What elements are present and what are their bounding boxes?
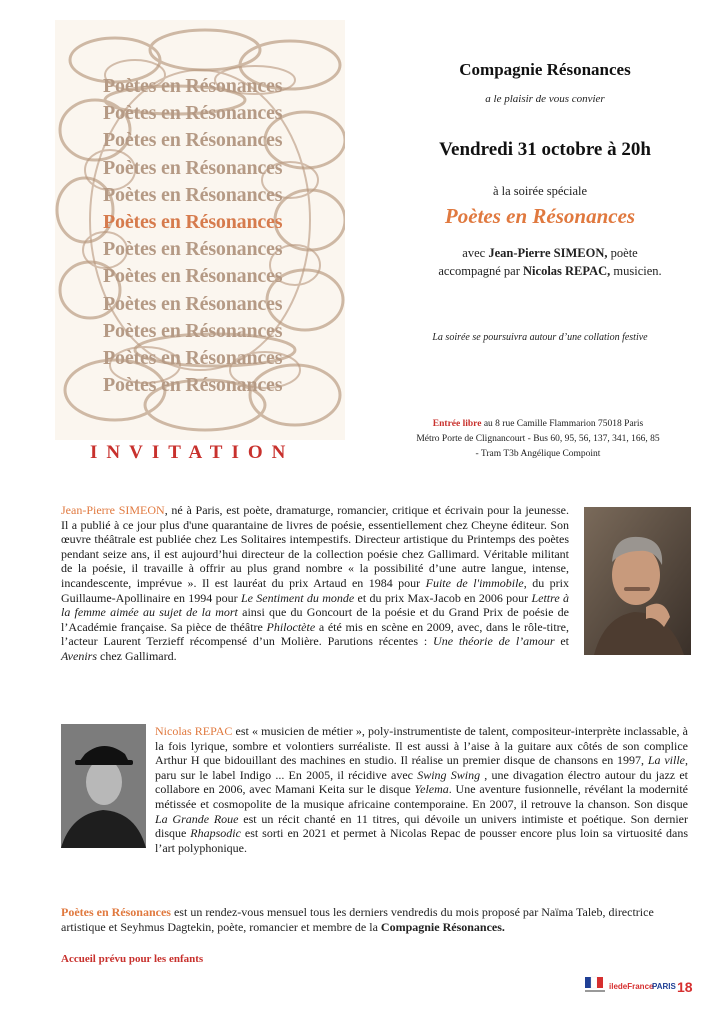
bio1-text: et du prix Max-Jacob en 2006 pour bbox=[354, 590, 532, 605]
soiree-intro: à la soirée spéciale bbox=[492, 184, 588, 198]
collation-note: La soirée se poursuivra autour d’une collation festive bbox=[432, 332, 648, 343]
poster-title-line: Poètes en Résonances bbox=[103, 347, 283, 370]
poster-title-line: Poètes en Résonances bbox=[103, 265, 283, 288]
bio1-title: Le Sentiment du monde bbox=[240, 590, 355, 605]
bio1-text: a été mis en scène en 2009, avec, dans le rôle-titre, l’acteur Laurent Terzieff récompensé d’un Molière. Parutions récentes : bbox=[61, 619, 569, 649]
bio1-title: Une théorie de l’amour bbox=[433, 634, 555, 649]
poster-title-line: Poètes en Résonances bbox=[103, 129, 283, 152]
bio1-text: , du prix Guillaume-Apollinaire en 1994 pour bbox=[61, 575, 569, 605]
logo-18: 18 bbox=[677, 979, 693, 995]
bio-nicolas-repac bbox=[155, 724, 688, 855]
poster-title-line: Poètes en Résonances bbox=[103, 292, 283, 315]
guest1-role: poète bbox=[607, 246, 638, 260]
poster-title-line: Poètes en Résonances bbox=[103, 156, 283, 179]
poster-title-line: Poètes en Résonances bbox=[103, 238, 283, 261]
logos-strip bbox=[585, 975, 695, 997]
bio1-title: Fuite de l'immobile bbox=[425, 575, 524, 590]
event-date: Vendredi 31 octobre à 20h bbox=[439, 139, 651, 160]
poster-title-line: Poètes en Résonances bbox=[103, 211, 283, 234]
footer-text bbox=[61, 905, 701, 935]
guests-line bbox=[390, 244, 710, 280]
invitation-label: INVITATION bbox=[90, 442, 295, 463]
address-line1: au 8 rue Camille Flammarion 75018 Paris bbox=[481, 419, 644, 429]
bio1-title: Avenirs bbox=[61, 648, 97, 663]
bio-jean-pierre-simeon bbox=[61, 503, 569, 664]
poster-title-lines bbox=[103, 73, 282, 399]
guest2-role: musicien. bbox=[610, 264, 662, 278]
address-block bbox=[368, 417, 708, 462]
flag-white bbox=[591, 977, 597, 988]
bio2-text: . Une aventure fusionnelle, révélant la modernité métissée et cosmopolite de la musique africaine contemporaine. En 2007, il retrouve la chanson. Son disque bbox=[155, 782, 688, 811]
bio2-title: Swing Swing bbox=[417, 767, 481, 782]
logo-iledefrance: iledeFrance bbox=[609, 982, 654, 991]
poster-image bbox=[55, 20, 345, 440]
bio1-name: Jean-Pierre SIMEON bbox=[61, 503, 165, 517]
poster-title-line: Poètes en Résonances bbox=[103, 183, 283, 206]
bio2-text: , une divagation électro autour du jazz et collabore en 2006, avec Mamani Keita sur le disque bbox=[155, 767, 688, 797]
bio2-title: La ville bbox=[647, 753, 686, 768]
bio1-text: chez Gallimard. bbox=[97, 648, 177, 663]
bio1-text: et bbox=[554, 634, 569, 649]
poster-title-line: Poètes en Résonances bbox=[103, 374, 283, 397]
bio2-title: Rhapsodic bbox=[190, 826, 241, 841]
event-title: Poètes en Résonances bbox=[444, 204, 636, 228]
guest1-name: Jean-Pierre SIMEON, bbox=[488, 246, 608, 260]
poster-title-line: Poètes en Résonances bbox=[103, 102, 283, 125]
address-line2: Métro Porte de Clignancourt - Bus 60, 95, 56, 137, 341, 166, 85 bbox=[416, 434, 660, 444]
avec-prefix: avec bbox=[462, 246, 489, 260]
poster-title-line: Poètes en Résonances bbox=[103, 319, 283, 342]
bio1-title: Lettre à la femme aimée au sujet de la mort bbox=[61, 590, 570, 620]
logo-paris: PARIS bbox=[652, 982, 676, 991]
bio2-text: est « musicien de métier », poly-instrumentiste de talent, compositeur-interprète inclassable, à la fois lyrique, sombre et volontiers surréaliste. Il est aussi à l’aise à la guitare aux côtés de son complice Arthur H que bidouillant des machines en studio. Il réalise un premier disque de chansons en 1997, bbox=[155, 724, 688, 768]
bio2-name: Nicolas REPAC bbox=[155, 724, 233, 738]
partner-logos bbox=[585, 975, 695, 997]
bio1-text: , né à Paris, est poète, dramaturge, romancier, critique et écrivain pour la jeunesse. Il a publié à ce jour plus d'une quarantaine de livres de poésie, essentiellement chez Cheyne éditeur. Son œuvre théâtrale est publiée chez Les Solitaires intempestifs. Directeur artistique du Printemps des poètes pendant seize ans, il est aujourd’hui directeur de la collection poésie chez Gallimard. Véritable militant de la poésie, il travaille à offrir au plus grand nombre « la possibilité d’une autre langue, intense, incandescente, imprévue ». Il est lauréat du prix Artaud en 1984 pour bbox=[61, 503, 569, 590]
bio2-text: est un récit chanté en 11 titres, qui dévoile un univers intimiste et poétique. Son dernier disque bbox=[155, 811, 688, 841]
acc-prefix: accompagné par bbox=[438, 264, 524, 278]
company-name: Compagnie Résonances bbox=[459, 60, 631, 79]
bio2-title: Yelema bbox=[414, 782, 449, 797]
bio2-title: La Grande Roue bbox=[155, 811, 239, 826]
bio2-text: , paru sur le label Indigo ... En 2005, il récidive avec bbox=[155, 753, 689, 782]
prefecture-caption bbox=[585, 990, 605, 992]
photo-jean-pierre-simeon bbox=[584, 507, 691, 655]
poster-title-line: Poètes en Résonances bbox=[103, 75, 283, 97]
bio2-text: est sorti en 2021 et permet à Nicolas Repac de pousser encore plus loin sa virtuosité dans l’art polyphonique. bbox=[155, 826, 688, 855]
entree-libre: Entrée libre bbox=[432, 419, 482, 429]
guest2-name: Nicolas REPAC, bbox=[523, 264, 611, 278]
photo-nicolas-repac bbox=[61, 724, 146, 848]
footer-company: Compagnie Résonances. bbox=[380, 920, 505, 934]
flag-red bbox=[597, 977, 603, 988]
bio1-text: ainsi que du Goncourt de la poésie et du Grand Prix de poésie de l’Académie française. Sa pièce de théâtre bbox=[61, 605, 569, 634]
bio1-title: Philoctète bbox=[266, 619, 316, 634]
flag-blue bbox=[585, 977, 591, 988]
address-line3: - Tram T3b Angélique Compoint bbox=[475, 449, 601, 459]
footer-event-name: Poètes en Résonances bbox=[61, 905, 171, 919]
accueil-enfants: Accueil prévu pour les enfants bbox=[61, 953, 204, 965]
invite-line: a le plaisir de vous convier bbox=[485, 93, 605, 105]
footer-body: est un rendez-vous mensuel tous les derniers vendredis du mois proposé par Naïma Taleb, directrice artistique et Seyhmus Dagtekin, poète, romancier et membre de la bbox=[61, 905, 654, 934]
